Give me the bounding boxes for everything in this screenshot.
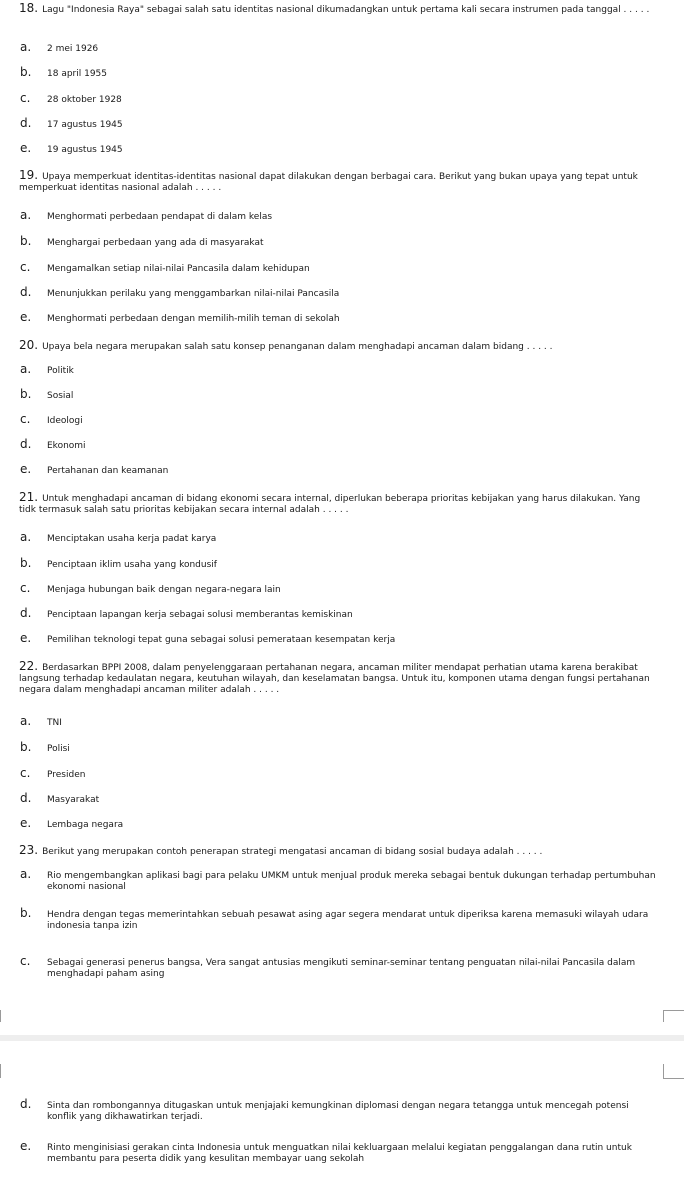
page-break (0, 1022, 684, 1056)
option-text: Penciptaan lapangan kerja sebagai solusi memberantas kemiskinan (47, 610, 353, 620)
option-23a (20, 867, 657, 893)
option-22e (20, 816, 657, 831)
option-letter: c. (20, 581, 31, 595)
option-text: 28 oktober 1928 (47, 95, 122, 105)
option-letter: c. (20, 954, 31, 968)
option-text: Politik (47, 366, 74, 376)
option-20e (20, 462, 657, 477)
option-letter: d. (20, 791, 32, 805)
question-text: Berdasarkan BPPI 2008, dalam penyelenggaraan pertahanan negara, ancaman militer mendapat perhatian utama karena berakibat langsung terhadap kedaulatan negara, keutuhan wilayah, dan keselamatan bangsa. Untuk itu, komponen utama dengan fungsi pertahanan negara dalam menghadapi ancaman militer adalah . . . . . (19, 663, 650, 696)
option-22c (20, 766, 657, 781)
option-21b (20, 556, 657, 571)
option-letter: d. (20, 437, 32, 451)
option-18c (20, 91, 657, 106)
option-19b (20, 234, 657, 249)
option-20b (20, 387, 657, 402)
question-text: Upaya bela negara merupakan salah satu konsep penanganan dalam menghadapi ancaman dalam bidang . . . . . (42, 342, 553, 352)
option-21d (20, 606, 657, 621)
option-letter: a. (20, 40, 32, 54)
option-letter: e. (20, 816, 32, 830)
option-letter: a. (20, 362, 32, 376)
option-text: Rio mengembangkan aplikasi bagi para pelaku UMKM untuk menjual produk mereka sebagai bentuk dukungan terhadap pertumbuhan ekonomi nasional (47, 871, 656, 893)
question-text: Upaya memperkuat identitas-identitas nasional dapat dilakukan dengan berbagai cara. Berikut yang bukan upaya yang tepat untuk memperkuat identitas nasional adalah . . . . . (19, 172, 638, 194)
question-text: Lagu "Indonesia Raya" sebagai salah satu identitas nasional dikumadangkan untuk pertama kali secara instrumen pada tanggal . . . . . (42, 5, 650, 15)
option-22a (20, 714, 657, 729)
option-21c (20, 581, 657, 596)
option-text: Menunjukkan perilaku yang menggambarkan nilai-nilai Pancasila (47, 289, 340, 299)
option-text: Ekonomi (47, 441, 86, 451)
option-text: Rinto menginisiasi gerakan cinta Indonesia untuk menguatkan nilai kekluargaan melalui kegiatan penggalangan dana rutin untuk membantu para peserta didik yang kesulitan membayar uang sekolah (47, 1143, 632, 1165)
option-18b (20, 65, 657, 80)
page-break-band (0, 1035, 684, 1041)
question-number: 19. (19, 168, 39, 182)
option-letter: d. (20, 285, 32, 299)
option-text: Pemilihan teknologi tepat guna sebagai solusi pemerataan kesempatan kerja (47, 635, 396, 645)
question-23 (19, 845, 659, 858)
question-text: Berikut yang merupakan contoh penerapan strategi mengatasi ancaman di bidang sosial budaya adalah . . . . . (42, 847, 543, 857)
option-text: Menjaga hubungan baik dengan negara-negara lain (47, 585, 281, 595)
option-19d (20, 285, 657, 300)
option-22b (20, 740, 657, 755)
option-letter: b. (20, 556, 32, 570)
option-23e (20, 1139, 657, 1165)
question-number: 23. (19, 843, 39, 857)
option-text: 18 april 1955 (47, 69, 108, 79)
option-19a (20, 208, 657, 223)
option-19e (20, 310, 657, 325)
option-letter: e. (20, 631, 32, 645)
option-letter: b. (20, 740, 32, 754)
question-21 (19, 492, 659, 516)
option-23c (20, 954, 657, 980)
option-text: Mengamalkan setiap nilai-nilai Pancasila dalam kehidupan (47, 264, 310, 274)
option-text: TNI (47, 718, 62, 728)
question-22 (19, 661, 659, 697)
option-letter: e. (20, 141, 32, 155)
option-text: Menghormati perbedaan pendapat di dalam kelas (47, 212, 273, 222)
option-text: Sosial (47, 391, 74, 401)
question-number: 18. (19, 1, 39, 15)
option-text: Pertahanan dan keamanan (47, 466, 169, 476)
option-letter: e. (20, 462, 32, 476)
option-text: Presiden (47, 770, 86, 780)
option-23d (20, 1097, 657, 1123)
option-letter: b. (20, 906, 32, 920)
option-text: Menciptakan usaha kerja padat karya (47, 534, 217, 544)
option-18e (20, 141, 657, 156)
option-20d (20, 437, 657, 452)
option-text: Hendra dengan tegas memerintahkan sebuah pesawat asing agar segera mendarat untuk diperiksa karena memasuki wilayah udara indonesia tanpa izin (47, 910, 649, 932)
option-letter: a. (20, 714, 32, 728)
option-letter: d. (20, 116, 32, 130)
question-18 (19, 3, 659, 16)
option-letter: e. (20, 1139, 32, 1153)
option-letter: b. (20, 234, 32, 248)
option-letter: d. (20, 1097, 32, 1111)
option-text: Ideologi (47, 416, 83, 426)
question-number: 20. (19, 338, 39, 352)
question-number: 21. (19, 490, 39, 504)
option-21a (20, 530, 657, 545)
page-corner-mark (663, 1064, 684, 1079)
option-23b (20, 906, 657, 932)
option-18a (20, 40, 657, 55)
option-letter: c. (20, 260, 31, 274)
option-letter: b. (20, 65, 32, 79)
option-letter: d. (20, 606, 32, 620)
option-text: Menghormati perbedaan dengan memilih-milih teman di sekolah (47, 314, 340, 324)
option-letter: a. (20, 208, 32, 222)
option-letter: c. (20, 412, 31, 426)
option-text: Masyarakat (47, 795, 100, 805)
option-text: Sebagai generasi penerus bangsa, Vera sangat antusias mengikuti seminar-seminar tentang penguatan nilai-nilai Pancasila dalam menghadapi paham asing (47, 958, 636, 980)
option-text: Polisi (47, 744, 70, 754)
question-number: 22. (19, 659, 39, 673)
option-text: 17 agustus 1945 (47, 120, 123, 130)
page-corner-mark (0, 1064, 1, 1078)
option-18d (20, 116, 657, 131)
option-22d (20, 791, 657, 806)
option-text: 2 mei 1926 (47, 44, 99, 54)
option-20c (20, 412, 657, 427)
option-letter: c. (20, 766, 31, 780)
option-letter: a. (20, 867, 32, 881)
option-text: Penciptaan iklim usaha yang kondusif (47, 560, 217, 570)
option-19c (20, 260, 657, 275)
option-letter: a. (20, 530, 32, 544)
question-20 (19, 340, 659, 353)
option-letter: b. (20, 387, 32, 401)
option-text: Sinta dan rombongannya ditugaskan untuk menjajaki kemungkinan diplomasi dengan negara tetangga untuk mencegah potensi konflik yang dikhawatirkan terjadi. (47, 1101, 629, 1123)
option-text: 19 agustus 1945 (47, 145, 123, 155)
option-letter: e. (20, 310, 32, 324)
option-text: Menghargai perbedaan yang ada di masyarakat (47, 238, 264, 248)
option-21e (20, 631, 657, 646)
option-letter: c. (20, 91, 31, 105)
question-text: Untuk menghadapi ancaman di bidang ekonomi secara internal, diperlukan beberapa prioritas kebijakan yang harus dilakukan. Yang tidk termasuk salah satu prioritas kebijakan secara internal adalah . . . . . (19, 494, 641, 516)
question-19 (19, 170, 659, 194)
option-20a (20, 362, 657, 377)
option-text: Lembaga negara (47, 820, 124, 830)
